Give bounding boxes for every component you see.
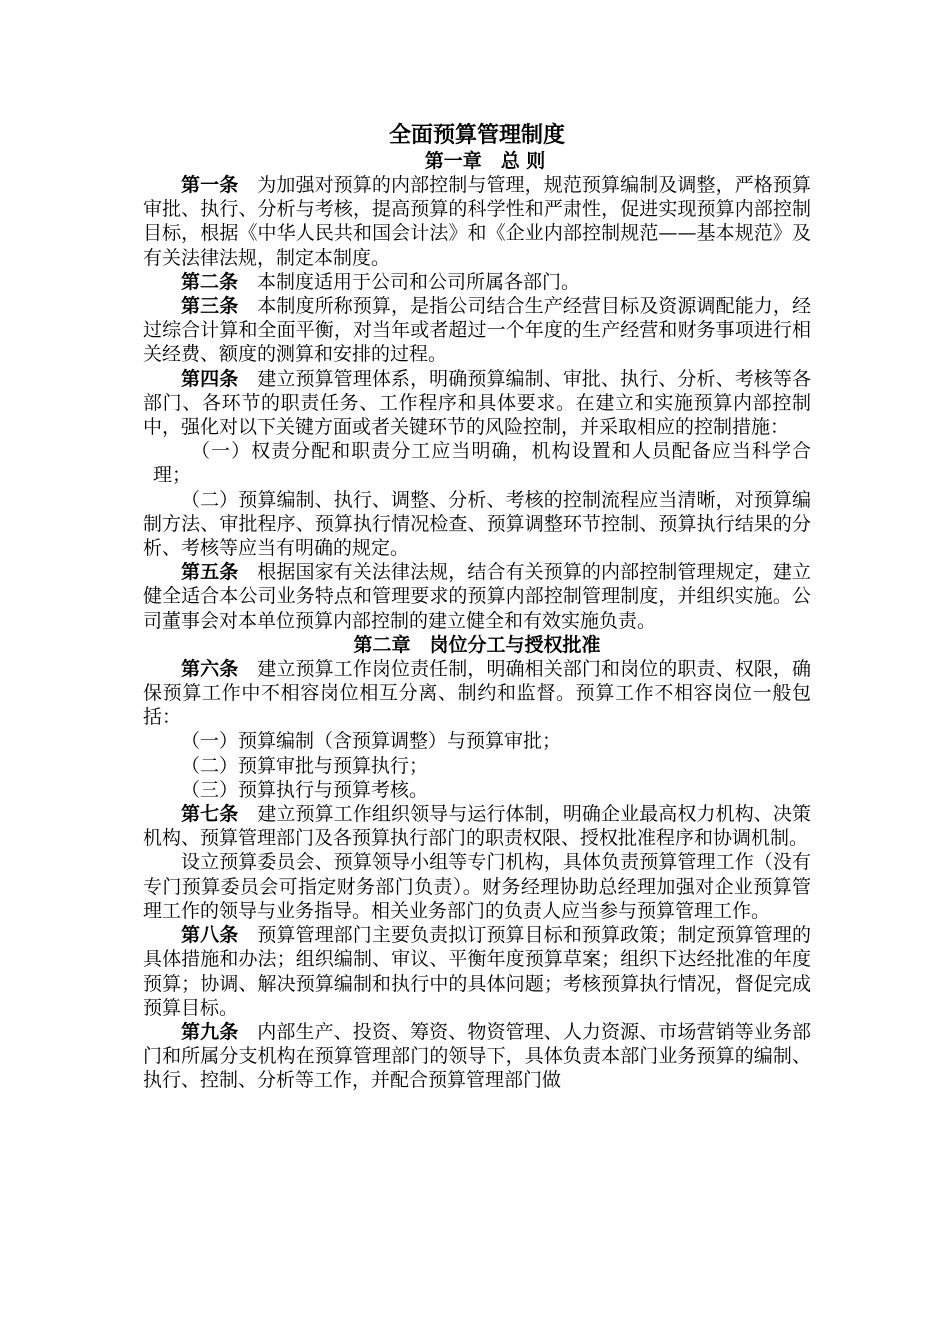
article-text: 建立预算工作组织领导与运行体制，明确企业最高权力机构、决策机构、预算管理部门及各预算执行部门的职责权限、授权批准程序和协调机制。 <box>143 803 811 850</box>
article-label: 第三条 <box>181 295 239 318</box>
article-paragraph <box>143 270 811 294</box>
article-label: 第二条 <box>181 270 239 293</box>
article-text: 预算管理部门主要负责拟订预算目标和预算政策；制定预算管理的具体措施和办法；组织编制、审议、平衡年度预算草案；组织下达经批准的年度预算；协调、解决预算编制和执行中的具体问题；考核预算执行情况，督促完成预算目标。 <box>143 924 811 1019</box>
article-paragraph <box>143 173 811 270</box>
article-label: 第六条 <box>181 657 239 680</box>
article-paragraph <box>143 294 811 367</box>
article-label: 第八条 <box>181 924 239 947</box>
article-label: 第一条 <box>181 174 239 196</box>
list-item: （一）预算编制（含预算调整）与预算审批； <box>181 730 562 753</box>
article-paragraph <box>143 560 811 633</box>
list-item: （二）预算编制、执行、调整、分析、考核的控制流程应当清晰，对预算编制方法、审批程序、预算执行情况检查、预算调整环节控制、预算执行结果的分析、考核等应当有明确的规定。 <box>143 488 811 560</box>
article-text: 内部生产、投资、筹资、物资管理、人力资源、市场营销等业务部门和所属分支机构在预算管理部门的领导下，具体负责本部门业务预算的编制、执行、控制、分析等工作，并配合预算管理部门做 <box>143 1020 811 1092</box>
article-label: 第五条 <box>181 561 239 584</box>
chapter-heading: 第一章 总 则 <box>424 150 546 172</box>
article-text: 建立预算工作岗位责任制，明确相关部门和岗位的职责、权限，确保预算工作中不相容岗位相互分离、制约和监督。预算工作不相容岗位一般包括： <box>143 657 811 729</box>
article-label: 第七条 <box>181 803 239 826</box>
article-paragraph <box>143 802 811 850</box>
article-text: 建立预算管理体系，明确预算编制、审批、执行、分析、考核等各部门、各环节的职责任务、工作程序和具体要求。在建立和实施预算内部控制中，强化对以下关键方面或者关键环节的风险控制，并采取相应的控制措施： <box>143 367 811 439</box>
list-item: （三）预算执行与预算考核。 <box>181 778 429 801</box>
article-text: 本制度所称预算，是指公司结合生产经营目标及资源调配能力，经过综合计算和全面平衡，对当年或者超过一个年度的生产经营和财务事项进行相关经费、额度的测算和安排的过程。 <box>143 295 811 366</box>
article-paragraph <box>143 1020 811 1093</box>
article-label: 第九条 <box>181 1020 239 1043</box>
chapter-heading: 第二章 岗位分工与授权批准 <box>353 633 601 656</box>
article-paragraph <box>143 657 811 730</box>
article-text: 为加强对预算的内部控制与管理，规范预算编制及调整，严格预算审批、执行、分析与考核，提高预算的科学性和严肃性，促进实现预算内部控制目标，根据《中华人民共和国会计法》和《企业内部控制规范——基本规范》及有关法律法规，制定本制度。 <box>143 174 811 269</box>
article-text: 本制度适用于公司和公司所属各部门。 <box>257 270 581 293</box>
document-body <box>143 123 811 1093</box>
list-item: （二）预算审批与预算执行； <box>181 754 429 777</box>
article-paragraph <box>143 367 811 440</box>
article-text: 根据国家有关法律法规，结合有关预算的内部控制管理规定，建立健全适合本公司业务特点和管理要求的预算内部控制管理制度，并组织实施。公司董事会对本单位预算内部控制的建立健全和有效实施负责。 <box>143 561 811 632</box>
article-label: 第四条 <box>181 367 239 390</box>
document-title: 全面预算管理制度 <box>388 123 565 148</box>
list-item: （一）权责分配和职责分工应当明确，机构设置和人员配备应当科学合理； <box>153 440 811 487</box>
article-paragraph <box>143 923 811 1020</box>
article-paragraph: 设立预算委员会、预算领导小组等专门机构，具体负责预算管理工作（没有专门预算委员会可指定财务部门负责）。财务经理协助总经理加强对企业预算管理工作的领导与业务指导。相关业务部门的负责人应当参与预算管理工作。 <box>143 851 811 922</box>
